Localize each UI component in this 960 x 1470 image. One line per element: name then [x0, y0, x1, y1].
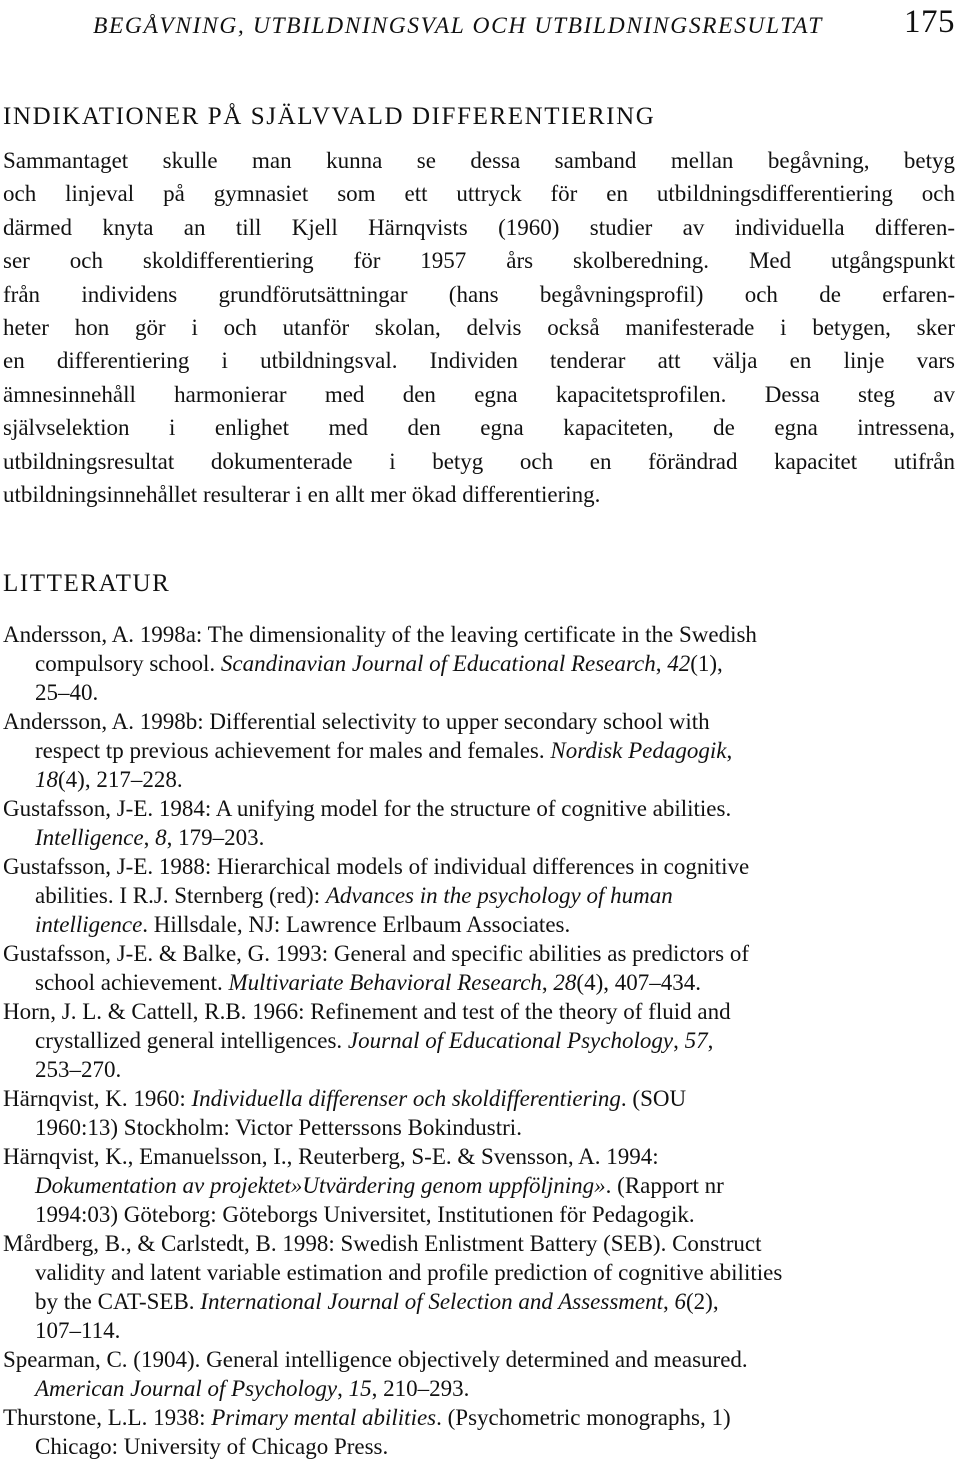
paragraph-line: utbildningsinnehållet resulterar i en allt mer ökad differentiering. [3, 482, 601, 508]
reference-italic-text: Individuella differenser och skoldifferentiering [191, 1086, 621, 1111]
reference-text: (4), 407–434. [576, 970, 701, 995]
reference-line [3, 1171, 958, 1200]
reference-text: , [707, 1028, 714, 1053]
reference-text: Andersson, A. 1998b: Differential selectivity to upper secondary school with [3, 709, 710, 734]
reference-text: 107–114. [35, 1318, 121, 1343]
reference-text: (1), [690, 651, 723, 676]
reference-line [3, 1403, 958, 1432]
reference-text: Mårdberg, B., & Carlstedt, B. 1998: Swedish Enlistment Battery (SEB). Construct [3, 1231, 762, 1256]
reference-text: , 179–203. [166, 825, 265, 850]
reference-italic-text: Journal of Educational Psychology [347, 1028, 674, 1053]
reference-line [3, 997, 958, 1026]
reference-text: abilities. I R.J. Sternberg (red): [35, 883, 326, 908]
reference-text: . (Psychometric monographs, 1) [436, 1405, 731, 1430]
reference-entry [3, 1403, 958, 1461]
reference-text: 1994:03) Göteborg: Göteborgs Universitet, Institutionen för Pedagogik. [35, 1202, 695, 1227]
paragraph-line: ämnesinnehåll harmonierar med den egna kapacitetsprofilen. Dessa steg av [3, 381, 955, 407]
reference-text: crystallized general intelligences. [35, 1028, 348, 1053]
reference-italic-text: Scandinavian Journal of Educational Research [220, 651, 656, 676]
reference-line [3, 881, 958, 910]
reference-text: validity and latent variable estimation and profile prediction of cognitive abilities [35, 1260, 783, 1285]
reference-entry [3, 997, 958, 1084]
reference-line [3, 968, 958, 997]
reference-text: (4), 217–228. [58, 767, 183, 792]
running-head [93, 4, 955, 40]
reference-italic-text: Primary mental abilities [211, 1405, 437, 1430]
reference-line [3, 794, 958, 823]
reference-text: . (SOU [620, 1086, 687, 1111]
reference-list [3, 620, 958, 1461]
reference-italic-text: 57 [684, 1028, 708, 1053]
reference-line [3, 1316, 958, 1345]
reference-entry [3, 852, 958, 939]
reference-line [3, 1374, 958, 1403]
reference-text: Gustafsson, J-E. 1988: Hierarchical models of individual differences in cognitive [3, 854, 750, 879]
reference-entry [3, 939, 958, 997]
reference-text: (2), [686, 1289, 719, 1314]
reference-italic-text: 15 [348, 1376, 372, 1401]
reference-text: . Hillsdale, NJ: Lawrence Erlbaum Associates. [142, 912, 571, 937]
reference-entry [3, 1229, 958, 1345]
reference-line [3, 1229, 958, 1258]
reference-italic-text: Intelligence [35, 825, 144, 850]
reference-text: , [143, 825, 156, 850]
reference-text: Horn, J. L. & Cattell, R.B. 1966: Refinement and test of the theory of fluid and [3, 999, 731, 1024]
reference-italic-text: Multivariate Behavioral Research [228, 970, 542, 995]
paragraph-line: heter hon gör i och utanför skolan, delvis också manifesterade i betygen, sker [3, 315, 955, 341]
reference-line [3, 1055, 958, 1084]
reference-text: Andersson, A. 1998a: The dimensionality of the leaving certificate in the Swedish [3, 622, 757, 647]
running-title: BEGÅVNING, UTBILDNINGSVAL OCH UTBILDNINGSRESULTAT [93, 13, 823, 39]
reference-text: , [655, 651, 668, 676]
reference-text: , [673, 1028, 685, 1053]
page-number: 175 [904, 4, 955, 40]
paragraph-line: en differentiering i utbildningsval. Individen tenderar att välja en linje vars [3, 348, 955, 374]
reference-text: , [726, 738, 733, 763]
reference-text: , [337, 1376, 349, 1401]
reference-italic-text: 28 [553, 970, 577, 995]
paragraph-line: självselektion i enlighet med den egna kapaciteten, de egna intressena, [3, 415, 955, 441]
reference-text: Chicago: University of Chicago Press. [35, 1434, 389, 1459]
reference-text: 25–40. [35, 680, 99, 705]
paragraph-line: och linjeval på gymnasiet som ett uttryck för en utbildningsdifferentiering och [3, 181, 955, 207]
paragraph-line: därmed knyta an till Kjell Härnqvists (1960) studier av individuella differen- [3, 214, 955, 240]
reference-text: 1960:13) Stockholm: Victor Petterssons Bokindustri. [35, 1115, 522, 1140]
body-paragraph [3, 144, 955, 511]
reference-italic-text: 8 [155, 825, 167, 850]
reference-text: school achievement. [35, 970, 229, 995]
reference-text: by the CAT-SEB. [35, 1289, 201, 1314]
reference-line [3, 736, 958, 765]
reference-entry [3, 794, 958, 852]
reference-italic-text: Advances in the psychology of human [325, 883, 673, 908]
reference-entry [3, 707, 958, 794]
reference-entry [3, 1084, 958, 1142]
reference-italic-text: 6 [674, 1289, 686, 1314]
reference-line [3, 649, 958, 678]
reference-entry [3, 620, 958, 707]
reference-line [3, 823, 958, 852]
reference-line [3, 1084, 958, 1113]
reference-text: Gustafsson, J-E. & Balke, G. 1993: General and specific abilities as predictors of [3, 941, 750, 966]
reference-line [3, 1258, 958, 1287]
reference-line [3, 620, 958, 649]
reference-line [3, 1345, 958, 1374]
reference-italic-text: 18 [35, 767, 58, 792]
reference-italic-text: intelligence [35, 912, 143, 937]
reference-text: . (Rapport nr [605, 1173, 724, 1198]
reference-text: Härnqvist, K. 1960: [3, 1086, 192, 1111]
reference-line [3, 910, 958, 939]
reference-entry [3, 1345, 958, 1403]
reference-text: Spearman, C. (1904). General intelligence objectively determined and measured. [3, 1347, 748, 1372]
section-heading-indikationer: INDIKATIONER PÅ SJÄLVVALD DIFFERENTIERING [3, 103, 656, 130]
reference-line [3, 707, 958, 736]
reference-text: Gustafsson, J-E. 1984: A unifying model for the structure of cognitive abilities. [3, 796, 732, 821]
paragraph-line: från individens grundförutsättningar (hans begåvningsprofil) och de erfaren- [3, 281, 955, 307]
reference-line [3, 765, 958, 794]
reference-text: 253–270. [35, 1057, 122, 1082]
reference-text: , [541, 970, 554, 995]
paragraph-line: Sammantaget skulle man kunna se dessa samband mellan begåvning, betyg [3, 148, 955, 173]
reference-italic-text: American Journal of Psychology [35, 1376, 338, 1401]
reference-italic-text: 42 [667, 651, 691, 676]
reference-text: compulsory school. [35, 651, 221, 676]
reference-line [3, 852, 958, 881]
paragraph-line: ser och skoldifferentiering för 1957 års skolberedning. Med utgångspunkt [3, 248, 955, 274]
reference-line [3, 1432, 958, 1461]
reference-text: , 210–293. [371, 1376, 470, 1401]
reference-text: , [663, 1289, 675, 1314]
reference-line [3, 1113, 958, 1142]
reference-line [3, 1142, 958, 1171]
paragraph-line: utbildningsresultat dokumenterade i betyg och en förändrad kapacitet utifrån [3, 448, 955, 474]
reference-italic-text: International Journal of Selection and Assessment [200, 1289, 663, 1314]
reference-line [3, 939, 958, 968]
reference-text: respect tp previous achievement for males and females. [35, 738, 551, 763]
section-heading-litteratur: LITTERATUR [3, 570, 171, 597]
reference-line [3, 678, 958, 707]
reference-italic-text: Nordisk Pedagogik [550, 738, 727, 763]
reference-text: Härnqvist, K., Emanuelsson, I., Reuterberg, S-E. & Svensson, A. 1994: [3, 1144, 659, 1169]
reference-italic-text: Dokumentation av projektet»Utvärdering genom uppföljning» [35, 1173, 606, 1198]
reference-line [3, 1026, 958, 1055]
reference-text: Thurstone, L.L. 1938: [3, 1405, 212, 1430]
reference-line [3, 1200, 958, 1229]
reference-line [3, 1287, 958, 1316]
reference-entry [3, 1142, 958, 1229]
